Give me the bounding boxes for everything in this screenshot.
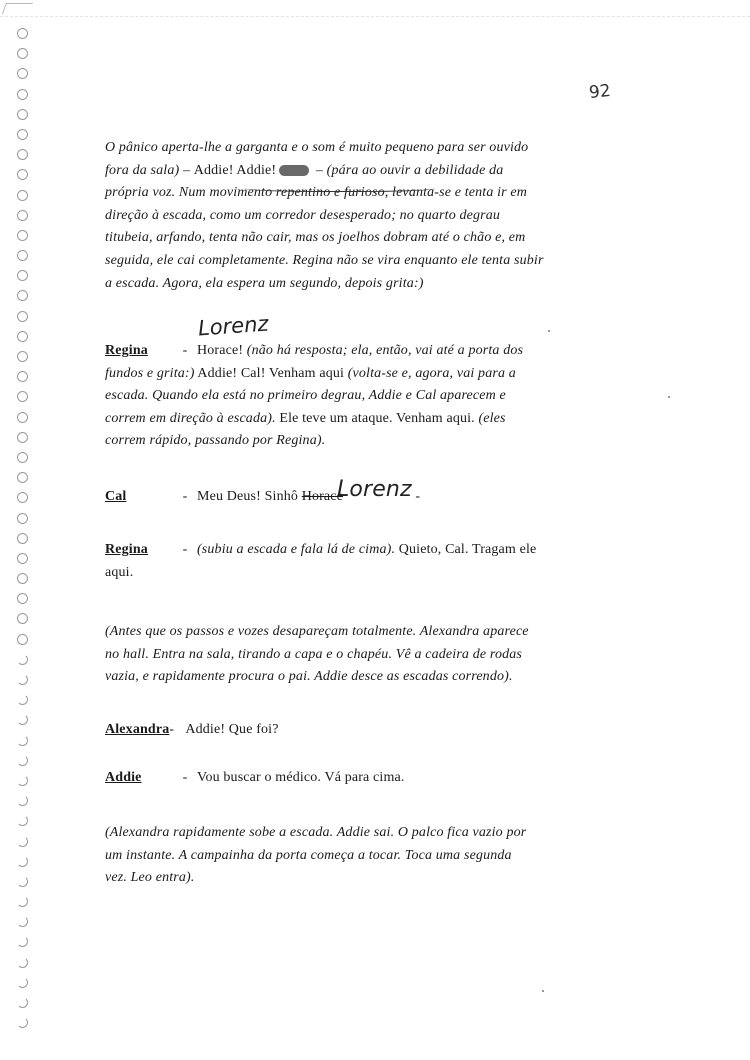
stage-line: (Alexandra rapidamente sobe a escada. Addie sai. O palco fica vazio por [105, 825, 527, 840]
binder-hole [17, 613, 28, 624]
spoken-text: Addie! Addie! [193, 162, 277, 178]
stage-direction-3 [105, 822, 640, 890]
scribbled-out-word [279, 165, 309, 176]
dialogue-alexandra [105, 719, 640, 742]
stage-line: – (pára ao ouvir a debilidade da [312, 162, 504, 178]
binder-hole [17, 28, 28, 39]
spoken-text: Vou buscar o médico. Vá para cima. [197, 770, 405, 785]
stage-line: vazia, e rapidamente procura o pai. Addie desce as escadas correndo). [105, 669, 513, 685]
spoken-text: Addie! Que foi? [185, 722, 279, 737]
binder-hole [17, 997, 28, 1008]
binder-hole [17, 169, 28, 180]
binder-hole [17, 412, 28, 423]
binder-hole [17, 1017, 28, 1028]
binder-hole [17, 593, 28, 604]
binder-hole [17, 311, 28, 322]
speaker-dash: - [169, 722, 175, 737]
stage-inline: (subiu a escada e fala lá de cima). [197, 542, 396, 557]
struck-word: Horace [301, 489, 344, 504]
stage-line: titubeia, arfando, tenta não cair, mas os joelhos dobram até o chão e, em [105, 230, 526, 246]
speaker-name: Addie [105, 770, 142, 785]
binder-hole [17, 109, 28, 120]
binder-hole [17, 250, 28, 261]
binder-hole [17, 290, 28, 301]
spoken-text: Quieto, Cal. Tragam ele [395, 542, 537, 557]
binder-hole [17, 755, 28, 766]
binder-hole [17, 694, 28, 705]
stage-line: um instante. A campainha da porta começa a tocar. Toca uma segunda [105, 847, 512, 863]
binder-hole [17, 432, 28, 443]
stage-inline: correm em direção à escada). [105, 410, 276, 426]
binder-hole [17, 836, 28, 847]
speaker-dash: - [182, 542, 188, 557]
binder-hole [17, 68, 28, 79]
stage-line: O pânico aperta-lhe a garganta e o som é muito pequeno para ser ouvido [105, 140, 529, 155]
spoken-text: Meu Deus! Sinhô [197, 489, 302, 504]
binder-hole [17, 573, 28, 584]
stage-inline: correm rápido, passando por Regina). [105, 433, 326, 449]
binder-hole [17, 89, 28, 100]
binder-hole [17, 129, 28, 140]
stage-line: direção à escada, como um corredor desesperado; no quarto degrau [105, 207, 501, 223]
speaker-name: Cal [105, 489, 127, 504]
stage-direction-1 [105, 137, 640, 295]
binder-hole [17, 452, 28, 463]
binder-hole [17, 351, 28, 362]
spoken-text: Addie! Cal! Venham aqui [194, 365, 348, 381]
stage-line: vez. Leo entra). [105, 870, 195, 886]
spoken-text: Ele teve um ataque. Venham aqui. [275, 410, 479, 426]
binder-hole [17, 371, 28, 382]
binder-hole [17, 856, 28, 867]
handwritten-annotation: Lorenz [197, 311, 270, 341]
spoken-text: Horace! [197, 343, 244, 358]
binder-hole [17, 391, 28, 402]
stage-line: fora da sala) – [105, 162, 194, 178]
binder-hole [17, 190, 28, 201]
speaker-name: Regina [105, 542, 148, 557]
binder-hole [17, 977, 28, 988]
binder-hole [17, 331, 28, 342]
speaker-dash: - [182, 489, 188, 504]
stage-inline: (não há resposta; ela, então, vai até a porta dos [243, 343, 524, 358]
stage-direction-2 [105, 621, 640, 689]
speaker-dash: - [182, 770, 188, 785]
dialogue-cal [105, 477, 640, 509]
speaker-dash: - [182, 343, 188, 358]
dialogue-regina-1 [105, 340, 640, 453]
binder-hole [17, 957, 28, 968]
dialogue-regina-2 [105, 539, 640, 584]
stage-inline: (volta-se e, agora, vai para a [347, 365, 516, 381]
binder-hole [17, 513, 28, 524]
stage-line: própria voz. Num movimento repentino e furioso, levanta-se e tenta ir em [105, 185, 528, 201]
handwritten-correction: Lorenz [337, 477, 412, 502]
stage-line: no hall. Entra na sala, tirando a capa e o chapéu. Vê a cadeira de rodas [105, 646, 523, 662]
binder-hole [17, 775, 28, 786]
binder-hole [17, 896, 28, 907]
speaker-name: Alexandra [105, 722, 170, 737]
speaker-name: Regina [105, 343, 148, 358]
binder-hole [17, 533, 28, 544]
binder-hole [17, 876, 28, 887]
binder-hole [17, 149, 28, 160]
dialogue-addie [105, 767, 640, 790]
speck [668, 396, 670, 398]
stage-line: (Antes que os passos e vozes desapareçam totalmente. Alexandra aparece [105, 624, 529, 639]
stage-inline: escada. Quando ela está no primeiro degrau, Addie e Cal aparecem e [105, 388, 506, 404]
speck [542, 990, 544, 992]
binder-hole [17, 815, 28, 826]
binder-hole [17, 492, 28, 503]
handwritten-underline [245, 183, 435, 192]
trailing-dash: - [411, 489, 421, 504]
binder-hole [17, 210, 28, 221]
binder-hole [17, 936, 28, 947]
binder-hole [17, 48, 28, 59]
stage-line: a escada. Agora, ela espera um segundo, depois grita:) [105, 275, 424, 291]
binder-hole [17, 654, 28, 665]
page-number: 92 [588, 80, 612, 104]
corner-mark [2, 3, 33, 14]
binder-hole [17, 472, 28, 483]
binder-hole [17, 553, 28, 564]
binder-hole [17, 230, 28, 241]
spoken-text: aqui. [105, 564, 134, 580]
binder-hole [17, 674, 28, 685]
binder-holes [17, 28, 35, 1037]
binder-hole [17, 916, 28, 927]
stage-inline: (eles [478, 410, 506, 426]
binder-hole [17, 714, 28, 725]
speck [548, 330, 550, 332]
binder-hole [17, 735, 28, 746]
binder-hole [17, 634, 28, 645]
binder-hole [17, 270, 28, 281]
stage-inline: fundos e grita:) [105, 365, 195, 381]
binder-hole [17, 795, 28, 806]
stage-line: seguida, ele cai completamente. Regina não se vira enquanto ele tenta subir [105, 252, 544, 268]
page-top-edge [0, 0, 750, 17]
